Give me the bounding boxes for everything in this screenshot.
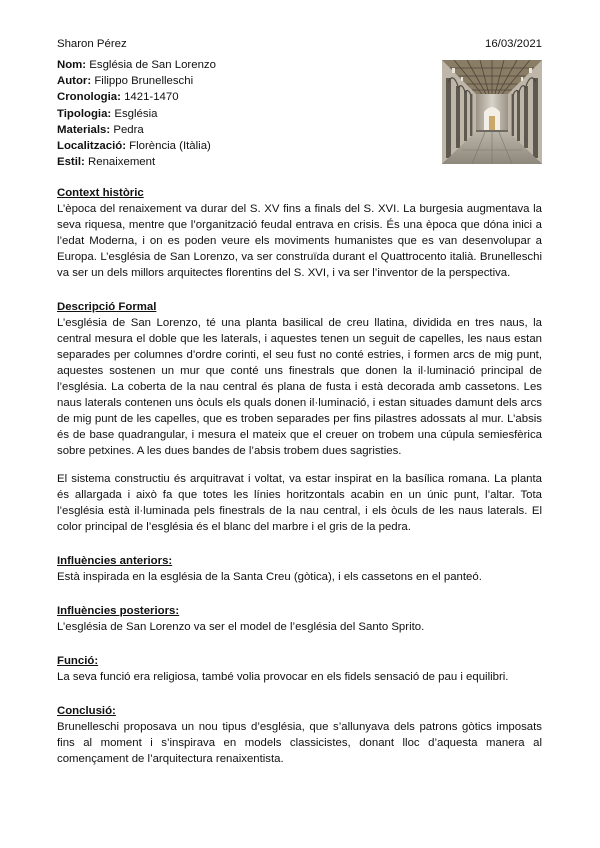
section-paragraph: L’església de San Lorenzo, té una planta basilical de creu llatina, dividida en tres naus, la central mesura el doble que les laterals, i aquestes tenen un seguit de capelles, les naus estan separades per columnes d’ordre corinti, el seu fust no conté estries, i formen arcs de mig punt, aquestes sostenen un mur que conté uns finestrals que donen la il·luminació principal de l’església. La coberta de la nau central és plana de fusta i està decorada amb cassetons. Les naus laterals contenen uns òculs els quals donen il·luminació, i estan situades damunt dels arcs de mig punt de les capelles, que es troben separades per fins pilastres adossats al mur. L’absis és de base quadrangular, i mesura el mateix que el creuer on trobem una cúpula semiesfèrica sobre petxines. A les dues bandes de l’absis trobem dues sagristies. [57, 317, 542, 457]
meta-value: Església de San Lorenzo [89, 59, 216, 71]
meta-key: Tipologia: [57, 107, 112, 120]
section-heading: Conclusió: [57, 705, 116, 717]
meta-value: Renaixement [88, 156, 156, 169]
section-heading: Influències posteriors: [57, 605, 180, 617]
meta-value: Florència (Itàlia) [129, 139, 211, 152]
meta-row-chronology [57, 89, 427, 105]
meta-key: Nom: [57, 59, 87, 71]
meta-row-typology [57, 106, 427, 122]
section-previous-influences [57, 553, 542, 585]
section-historical-context [57, 185, 542, 281]
section-later-influences [57, 603, 542, 635]
section-paragraph: L’època del renaixement va durar del S. XV fins a finals del S. XVI. La burgesia augmentava la seva riquesa, mentre que l’organització feudal entrava en crisis. És una època que dóna inici a l’edat Moderna, i on es poden veure els moviments humanistes que es van desenvolupar a Europa. L’església de San Lorenzo, va ser construïda durant el Quattrocento italià. Brunelleschi va ser un dels millors arquitectes florentins del S. XVI, i va ser l’inventor de la perspectiva. [57, 203, 542, 279]
section-paragraph: Brunelleschi proposava un nou tipus d’església, que s’allunyava dels patrons gòtics imposats fins al moment i s’inspirava en models classicistes, donant lloc d’aquesta manera al començament de l’arquitectura renaixentista. [57, 721, 542, 765]
section-heading: Influències anteriors: [57, 555, 173, 567]
meta-row-style [57, 154, 427, 170]
section-paragraph: L’església de San Lorenzo va ser el model de l’església del Santo Sprito. [57, 621, 425, 633]
document-date: 16/03/2021 [484, 38, 542, 50]
meta-row-location [57, 138, 427, 154]
section-heading: Funció: [57, 655, 99, 667]
meta-value: 1421-1470 [124, 91, 179, 104]
meta-key: Materials: [57, 123, 111, 136]
section-heading: Context històric [57, 187, 144, 199]
section-formal-description [57, 299, 542, 535]
meta-value: Filippo Brunelleschi [94, 75, 194, 88]
author-name: Sharon Pérez [57, 38, 127, 50]
section-paragraph: El sistema constructiu és arquitravat i voltat, va estar inspirat en la basílica romana. La planta és allargada i això fa que totes les línies horitzontals acabin en un únic punt, l’altar. Tota l’església està il·luminada pels finestrals de la nau central, i els òculs de les naus laterals. El color principal de l’església és el blanc del marbre i el gris de la pedra. [57, 473, 542, 533]
meta-row-author [57, 73, 427, 89]
section-heading: Descripció Formal [57, 301, 157, 313]
document-header [57, 38, 542, 54]
meta-key: Cronologia: [57, 91, 121, 104]
meta-row-name [57, 57, 427, 73]
meta-value: Pedra [113, 123, 144, 136]
section-conclusion [57, 703, 542, 767]
meta-key: Estil: [57, 156, 85, 169]
artwork-metadata [57, 57, 427, 170]
section-paragraph: La seva funció era religiosa, també volia provocar en els fidels sensació de pau i equilibri. [57, 671, 509, 683]
section-paragraph: Està inspirada en la església de la Santa Creu (gòtica), i els cassetons en el panteó. [57, 571, 482, 583]
meta-key: Autor: [57, 75, 92, 88]
meta-row-materials [57, 122, 427, 138]
meta-value: Església [114, 107, 158, 120]
meta-key: Localització: [57, 139, 126, 152]
document-body [57, 185, 542, 785]
section-function [57, 653, 542, 685]
church-interior-photo [442, 60, 542, 164]
